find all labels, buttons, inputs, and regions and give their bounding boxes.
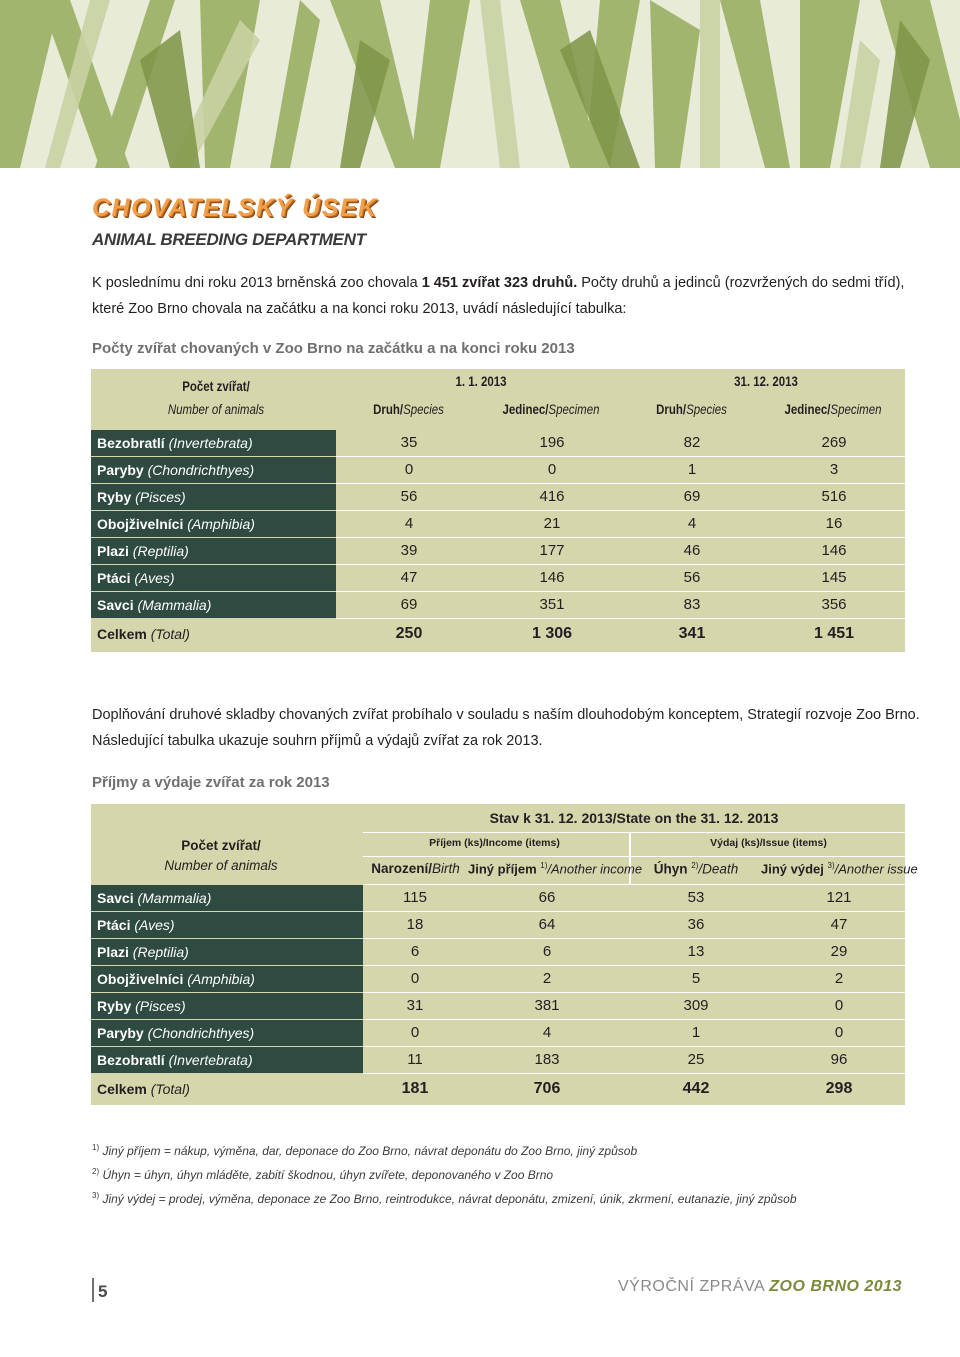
col-other-income bbox=[468, 861, 643, 877]
footer-report-label: VÝROČNÍ ZPRÁVA bbox=[618, 1278, 770, 1295]
death-value: 309 bbox=[683, 997, 709, 1014]
specimen-start: 146 bbox=[539, 569, 565, 586]
table1-corner-cs: Počet zvířat/ bbox=[182, 379, 250, 394]
class-name: Paryby bbox=[97, 462, 144, 478]
specimen-label: Jedinec/ bbox=[502, 402, 549, 417]
class-latin: (Amphibia) bbox=[187, 516, 255, 532]
col-death bbox=[631, 861, 761, 877]
birth-value: 115 bbox=[403, 889, 427, 906]
table1-corner-en: Number of animals bbox=[167, 402, 265, 417]
specimen-start: 177 bbox=[539, 542, 565, 559]
row-label bbox=[91, 939, 363, 965]
specimen-end: 16 bbox=[825, 515, 843, 532]
footnote-marker: 1) bbox=[92, 1143, 100, 1152]
death-total: 442 bbox=[682, 1080, 710, 1097]
specimen-end: 356 bbox=[821, 596, 847, 613]
page-number: 5 bbox=[92, 1278, 107, 1302]
row-label bbox=[91, 1020, 363, 1046]
table-row bbox=[91, 885, 905, 912]
page-subtitle: ANIMAL BREEDING DEPARTMENT bbox=[92, 230, 366, 249]
row-label bbox=[91, 538, 336, 564]
other-issue-total: 298 bbox=[825, 1080, 853, 1097]
other-income-label: Jiný příjem bbox=[468, 861, 537, 877]
table2-state-header: Stav k 31. 12. 2013/State on the 31. 12. 2013 bbox=[489, 810, 779, 826]
row-label bbox=[91, 1047, 363, 1073]
table-row bbox=[91, 966, 905, 993]
footnote-marker: 3) bbox=[92, 1191, 100, 1200]
class-name: Bezobratlí bbox=[97, 1052, 165, 1068]
class-latin: (Mammalia) bbox=[137, 597, 212, 613]
header-divider bbox=[363, 832, 905, 833]
birth-value: 0 bbox=[410, 1024, 420, 1041]
table-row bbox=[91, 457, 905, 484]
other-issue-value: 47 bbox=[830, 916, 848, 933]
class-latin: (Reptilia) bbox=[132, 944, 189, 960]
header-divider bbox=[363, 856, 905, 857]
death-value: 1 bbox=[691, 1024, 701, 1041]
row-label bbox=[91, 565, 336, 591]
row-divider bbox=[336, 618, 905, 619]
footnote-1 bbox=[92, 1143, 637, 1158]
issue-header: Výdaj (ks)/Issue (items) bbox=[710, 837, 827, 849]
footnote-text: Jiný výdej = prodej, výměna, deponace ze Zoo Brno, reintrodukce, návrat deponátu, zmizení, únik, zkrmení, eutanazie, jiný způsob bbox=[102, 1192, 797, 1206]
class-latin: (Amphibia) bbox=[187, 971, 255, 987]
header-banner bbox=[0, 0, 960, 168]
other-issue-value: 96 bbox=[830, 1051, 848, 1068]
species-end: 1 bbox=[687, 461, 697, 478]
species-start: 69 bbox=[400, 596, 418, 613]
row-label bbox=[91, 592, 336, 618]
class-latin: (Pisces) bbox=[135, 489, 186, 505]
death-label: Úhyn bbox=[653, 861, 688, 877]
birth-value: 6 bbox=[410, 943, 420, 960]
row-label bbox=[91, 621, 336, 647]
other-income-value: 66 bbox=[538, 889, 556, 906]
other-income-total: 706 bbox=[533, 1080, 561, 1097]
table1-date-start: 1. 1. 2013 bbox=[455, 374, 507, 389]
specimen-start: 21 bbox=[543, 515, 561, 532]
table-row bbox=[91, 912, 905, 939]
specimen-start: 416 bbox=[539, 488, 565, 505]
animals-count-table bbox=[91, 369, 905, 652]
total-latin: (Total) bbox=[150, 1081, 190, 1097]
row-label bbox=[91, 1076, 363, 1102]
species-end-total: 341 bbox=[678, 625, 706, 642]
class-name: Ptáci bbox=[97, 570, 131, 586]
row-label bbox=[91, 457, 336, 483]
report-footer bbox=[618, 1278, 902, 1296]
class-latin: (Mammalia) bbox=[137, 890, 212, 906]
birth-value: 31 bbox=[406, 997, 424, 1014]
specimen-label: Jedinec/ bbox=[784, 402, 831, 417]
other-issue-value: 2 bbox=[834, 970, 844, 987]
species-end: 4 bbox=[687, 515, 697, 532]
income-header: Příjem (ks)/Income (items) bbox=[429, 837, 560, 849]
footer-report-brand: ZOO BRNO 2013 bbox=[769, 1278, 902, 1295]
footnote-ref: 2) bbox=[691, 861, 699, 870]
other-issue-value: 0 bbox=[834, 1024, 844, 1041]
intro-text-bold: 1 451 zvířat 323 druhů. bbox=[421, 275, 578, 291]
footnote-ref: 1) bbox=[540, 861, 548, 870]
footnote-2 bbox=[92, 1167, 553, 1182]
class-latin: (Chondrichthyes) bbox=[147, 1025, 255, 1041]
species-end: 83 bbox=[683, 596, 701, 613]
species-label-en: Species bbox=[686, 402, 727, 417]
class-name: Paryby bbox=[97, 1025, 144, 1041]
table-row bbox=[91, 592, 905, 619]
middle-paragraph: Doplňování druhové skladby chovaných zvířat probíhalo v souladu s naším dlouhodobým konceptem, Strategií rozvoje Zoo Brno. Následující tabulka ukazuje souhrn příjmů a výdajů zvířat za rok 2013. bbox=[92, 707, 920, 749]
class-name: Ptáci bbox=[97, 917, 131, 933]
specimen-label-en: Specimen bbox=[548, 402, 600, 417]
specimen-end: 146 bbox=[821, 542, 847, 559]
table1-col-species-2 bbox=[638, 402, 744, 417]
table-row bbox=[91, 484, 905, 511]
other-income-label-en: /Another income bbox=[547, 861, 643, 877]
species-end: 82 bbox=[683, 434, 701, 451]
species-start-total: 250 bbox=[395, 625, 423, 642]
class-name: Obojživelníci bbox=[97, 971, 184, 987]
row-label bbox=[91, 966, 363, 992]
class-latin: (Aves) bbox=[134, 570, 175, 586]
table1-col-specimen-1 bbox=[492, 402, 611, 417]
intro-text-2: Počty druhů a jedinců (rozvržených do sedmi tříd), které Zoo Brno chovala na začátku a na konci roku 2013, uvádí následující tabulka: bbox=[92, 275, 905, 317]
death-value: 13 bbox=[687, 943, 705, 960]
class-name: Ryby bbox=[97, 998, 132, 1014]
species-label: Druh/ bbox=[656, 402, 687, 417]
class-name: Plazi bbox=[97, 944, 129, 960]
footnote-text: Jiný příjem = nákup, výměna, dar, deponace do Zoo Brno, návrat deponátu do Zoo Brno, jiný způsob bbox=[102, 1144, 638, 1158]
other-issue-value: 29 bbox=[830, 943, 848, 960]
table1-heading: Počty zvířat chovaných v Zoo Brno na začátku a na konci roku 2013 bbox=[92, 340, 575, 357]
specimen-end-total: 1 451 bbox=[813, 625, 855, 642]
footnote-3 bbox=[92, 1191, 797, 1206]
table-row bbox=[91, 1020, 905, 1047]
specimen-start: 0 bbox=[547, 461, 557, 478]
other-income-value: 64 bbox=[538, 916, 556, 933]
table-row bbox=[91, 538, 905, 565]
birth-label-en: Birth bbox=[432, 861, 460, 876]
other-issue-value: 0 bbox=[834, 997, 844, 1014]
specimen-start-total: 1 306 bbox=[531, 625, 573, 642]
table-row bbox=[91, 511, 905, 538]
leaf-pattern-graphic bbox=[0, 0, 960, 168]
class-name: Savci bbox=[97, 890, 134, 906]
intro-paragraph bbox=[92, 270, 922, 322]
table-row bbox=[91, 430, 905, 457]
species-end: 56 bbox=[683, 569, 701, 586]
death-value: 53 bbox=[687, 889, 705, 906]
table-row-total bbox=[91, 1076, 905, 1103]
species-end: 46 bbox=[683, 542, 701, 559]
class-name: Ryby bbox=[97, 489, 132, 505]
birth-label: Narození/ bbox=[371, 861, 432, 876]
footnote-ref: 3) bbox=[827, 861, 835, 870]
species-label-en: Species bbox=[403, 402, 444, 417]
class-latin: (Chondrichthyes) bbox=[147, 462, 255, 478]
table2-corner-cs: Počet zvířat/ bbox=[181, 838, 261, 853]
table2-corner-en: Number of animals bbox=[164, 858, 278, 873]
page-title: CHOVATELSKÝ ÚSEK bbox=[92, 194, 378, 222]
income-issue-table bbox=[91, 804, 918, 1105]
species-end: 69 bbox=[683, 488, 701, 505]
footnote-text: Úhyn = úhyn, úhyn mláděte, zabití škodnou, úhyn zvířete, deponovaného v Zoo Brno bbox=[102, 1168, 554, 1182]
specimen-end: 145 bbox=[821, 569, 847, 586]
birth-value: 18 bbox=[406, 916, 424, 933]
other-income-value: 2 bbox=[542, 970, 552, 987]
birth-total: 181 bbox=[401, 1080, 429, 1097]
class-latin: (Aves) bbox=[134, 917, 175, 933]
specimen-end: 516 bbox=[821, 488, 847, 505]
other-income-value: 183 bbox=[534, 1051, 560, 1068]
species-start: 0 bbox=[404, 461, 414, 478]
species-start: 4 bbox=[404, 515, 414, 532]
total-latin: (Total) bbox=[150, 626, 190, 642]
col-other-issue bbox=[761, 861, 918, 877]
other-issue-label-en: /Another issue bbox=[834, 861, 918, 877]
table-row bbox=[91, 565, 905, 592]
class-name: Obojživelníci bbox=[97, 516, 184, 532]
row-label bbox=[91, 484, 336, 510]
class-name: Bezobratlí bbox=[97, 435, 165, 451]
row-divider bbox=[363, 1073, 905, 1074]
col-birth bbox=[363, 861, 468, 876]
other-issue-value: 121 bbox=[826, 889, 852, 906]
other-issue-label: Jiný výdej bbox=[761, 861, 824, 877]
intro-text-1: K poslednímu dni roku 2013 brněnská zoo chovala bbox=[92, 275, 422, 291]
specimen-start: 196 bbox=[539, 434, 565, 451]
species-start: 35 bbox=[400, 434, 418, 451]
specimen-end: 269 bbox=[821, 434, 847, 451]
footnote-marker: 2) bbox=[92, 1167, 100, 1176]
specimen-end: 3 bbox=[829, 461, 839, 478]
specimen-label-en: Specimen bbox=[830, 402, 882, 417]
table-row bbox=[91, 1047, 905, 1074]
death-value: 36 bbox=[687, 916, 705, 933]
death-value: 5 bbox=[691, 970, 701, 987]
class-latin: (Invertebrata) bbox=[168, 435, 253, 451]
row-label bbox=[91, 912, 363, 938]
total-label: Celkem bbox=[97, 1081, 147, 1097]
row-label bbox=[91, 430, 336, 456]
row-label bbox=[91, 885, 363, 911]
class-latin: (Invertebrata) bbox=[168, 1052, 253, 1068]
class-name: Plazi bbox=[97, 543, 129, 559]
row-label bbox=[91, 511, 336, 537]
species-start: 56 bbox=[400, 488, 418, 505]
species-label: Druh/ bbox=[373, 402, 404, 417]
other-income-value: 381 bbox=[534, 997, 560, 1014]
species-start: 39 bbox=[400, 542, 418, 559]
table1-col-specimen-2 bbox=[774, 402, 893, 417]
table1-date-end: 31. 12. 2013 bbox=[734, 374, 798, 389]
birth-value: 11 bbox=[407, 1051, 423, 1068]
table1-col-species-1 bbox=[355, 402, 461, 417]
death-label-en: /Death bbox=[698, 861, 739, 877]
total-label: Celkem bbox=[97, 626, 147, 642]
table-row bbox=[91, 993, 905, 1020]
other-income-value: 6 bbox=[542, 943, 552, 960]
table-row bbox=[91, 939, 905, 966]
row-label bbox=[91, 993, 363, 1019]
species-start: 47 bbox=[400, 569, 418, 586]
class-latin: (Pisces) bbox=[135, 998, 186, 1014]
class-name: Savci bbox=[97, 597, 134, 613]
birth-value: 0 bbox=[410, 970, 420, 987]
table2-heading: Příjmy a výdaje zvířat za rok 2013 bbox=[92, 774, 330, 791]
class-latin: (Reptilia) bbox=[132, 543, 189, 559]
specimen-start: 351 bbox=[539, 596, 565, 613]
death-value: 25 bbox=[687, 1051, 705, 1068]
table-row-total bbox=[91, 621, 905, 648]
other-income-value: 4 bbox=[542, 1024, 552, 1041]
